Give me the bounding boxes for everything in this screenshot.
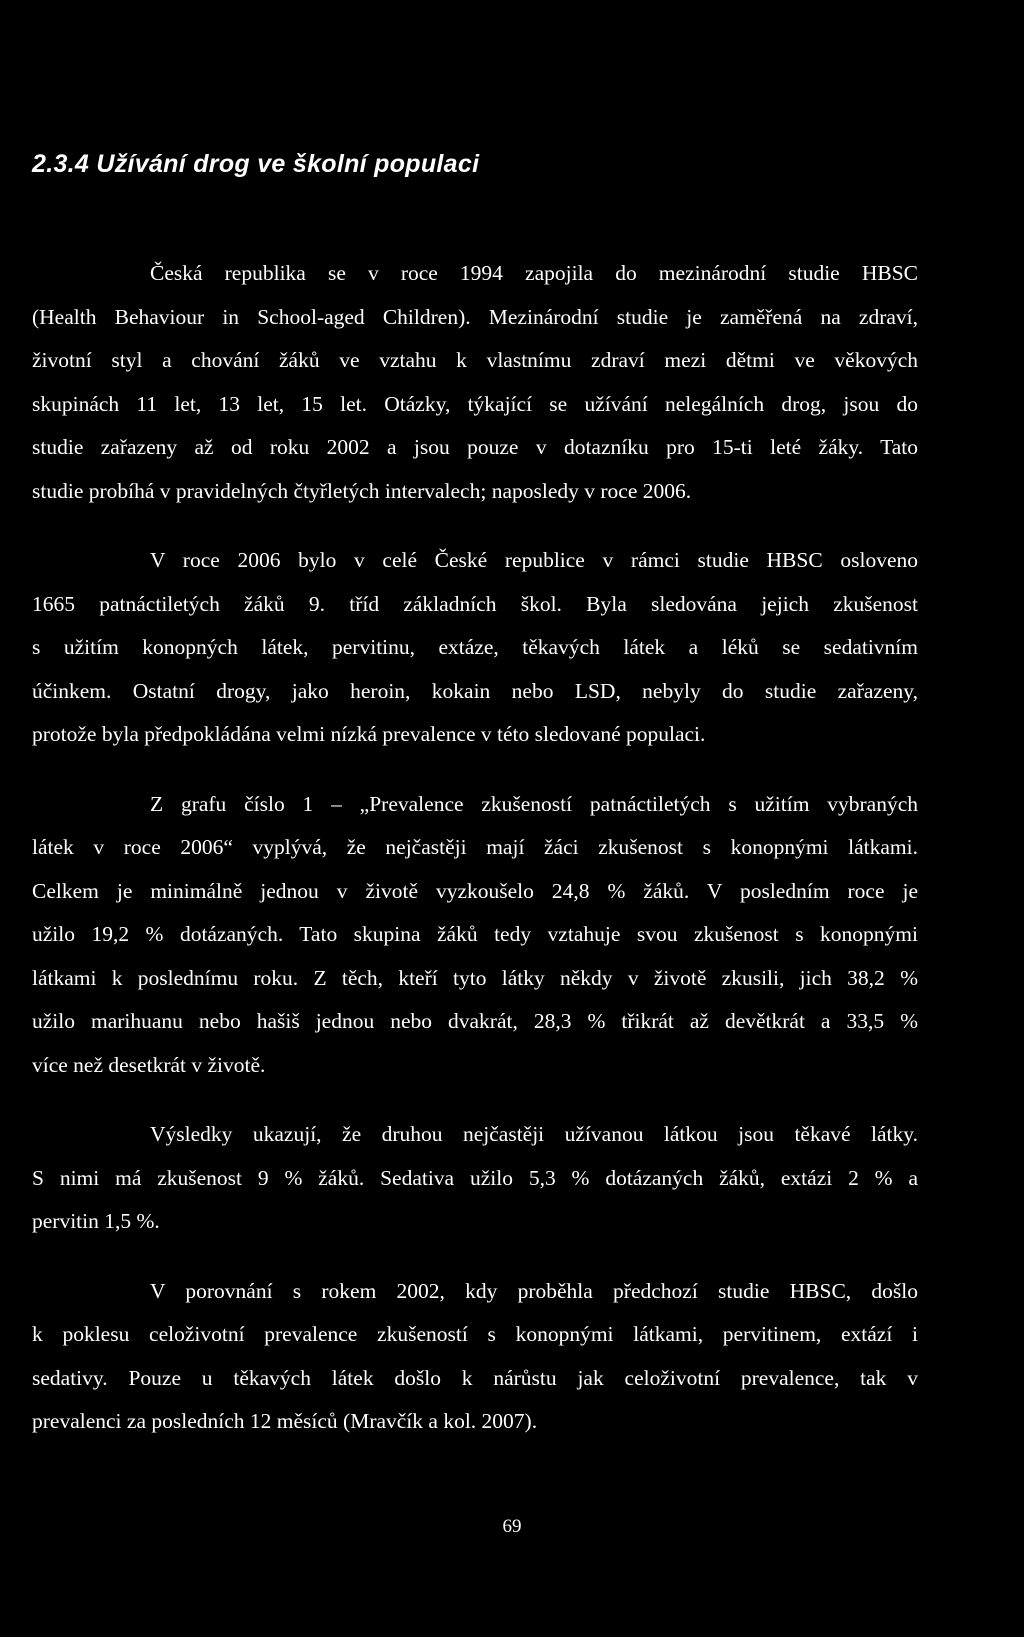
paragraph [32,539,918,757]
text-line: V porovnání s rokem 2002, kdy proběhla předchozí studie HBSC, došlo [150,1278,918,1303]
text-line: skupinách 11 let, 13 let, 15 let. Otázky, týkající se užívání nelegálních drog, jsou do [32,391,918,416]
paragraph [32,783,918,1088]
text-line: 1665 patnáctiletých žáků 9. tříd základních škol. Byla sledována jejich zkušenost [32,591,918,616]
section-heading: 2.3.4 Užívání drog ve školní populaci [32,150,480,178]
text-line: (Health Behaviour in School-aged Children). Mezinárodní studie je zaměřená na zdraví, [32,304,918,329]
text-line: užilo 19,2 % dotázaných. Tato skupina žáků tedy vztahuje svou zkušenost s konopnými [32,922,918,946]
text-line: více než desetkrát v životě. [32,1052,266,1077]
text-line: V roce 2006 bylo v celé České republice v rámci studie HBSC osloveno [150,548,918,572]
text-line: sedativy. Pouze u těkavých látek došlo k nárůstu jak celoživotní prevalence, tak v [32,1365,918,1390]
text-line: prevalenci za posledních 12 měsíců (Mravčík a kol. 2007). [32,1409,538,1433]
text-line: studie probíhá v pravidelných čtyřletých intervalech; naposledy v roce 2006. [32,478,692,503]
text-line: užilo marihuanu nebo hašiš jednou nebo dvakrát, 28,3 % třikrát až devětkrát a 33,5 % [32,1009,918,1033]
text-line: S nimi má zkušenost 9 % žáků. Sedativa užilo 5,3 % dotázaných žáků, extázi 2 % a [32,1165,918,1190]
text-line: Výsledky ukazují, že druhou nejčastěji užívanou látkou jsou těkavé látky. [150,1122,918,1146]
paragraph [32,252,918,513]
page-number: 69 [502,1516,522,1537]
text-line: Česká republika se v roce 1994 zapojila do mezinárodní studie HBSC [150,261,918,285]
text-line: protože byla předpokládána velmi nízká prevalence v této sledované populaci. [32,722,706,746]
text-line: životní styl a chování žáků ve vztahu k vlastnímu zdraví mezi dětmi ve věkových [32,348,918,372]
text-line: studie zařazeny až od roku 2002 a jsou pouze v dotazníku pro 15-ti leté žáky. Tato [32,435,918,459]
text-line: s užitím konopných látek, pervitinu, extáze, těkavých látek a léků se sedativním [32,635,918,659]
text-line: Celkem je minimálně jednou v životě vyzkoušelo 24,8 % žáků. V posledním roce je [32,878,918,903]
text-line: k poklesu celoživotní prevalence zkušeností s konopnými látkami, pervitinem, extází i [32,1322,918,1346]
text-line: látek v roce 2006“ vyplývá, že nejčastěji mají žáci zkušenost s konopnými látkami. [32,835,918,859]
paragraph [32,1270,918,1444]
paragraph [32,1113,918,1244]
text-line: účinkem. Ostatní drogy, jako heroin, kokain nebo LSD, nebyly do studie zařazeny, [32,678,918,703]
text-line: Z grafu číslo 1 – „Prevalence zkušeností patnáctiletých s užitím vybraných [150,791,918,816]
text-line: pervitin 1,5 %. [32,1209,160,1233]
text-line: látkami k poslednímu roku. Z těch, kteří tyto látky někdy v životě zkusili, jich 38,2 % [32,965,918,990]
body-text [32,252,918,1470]
